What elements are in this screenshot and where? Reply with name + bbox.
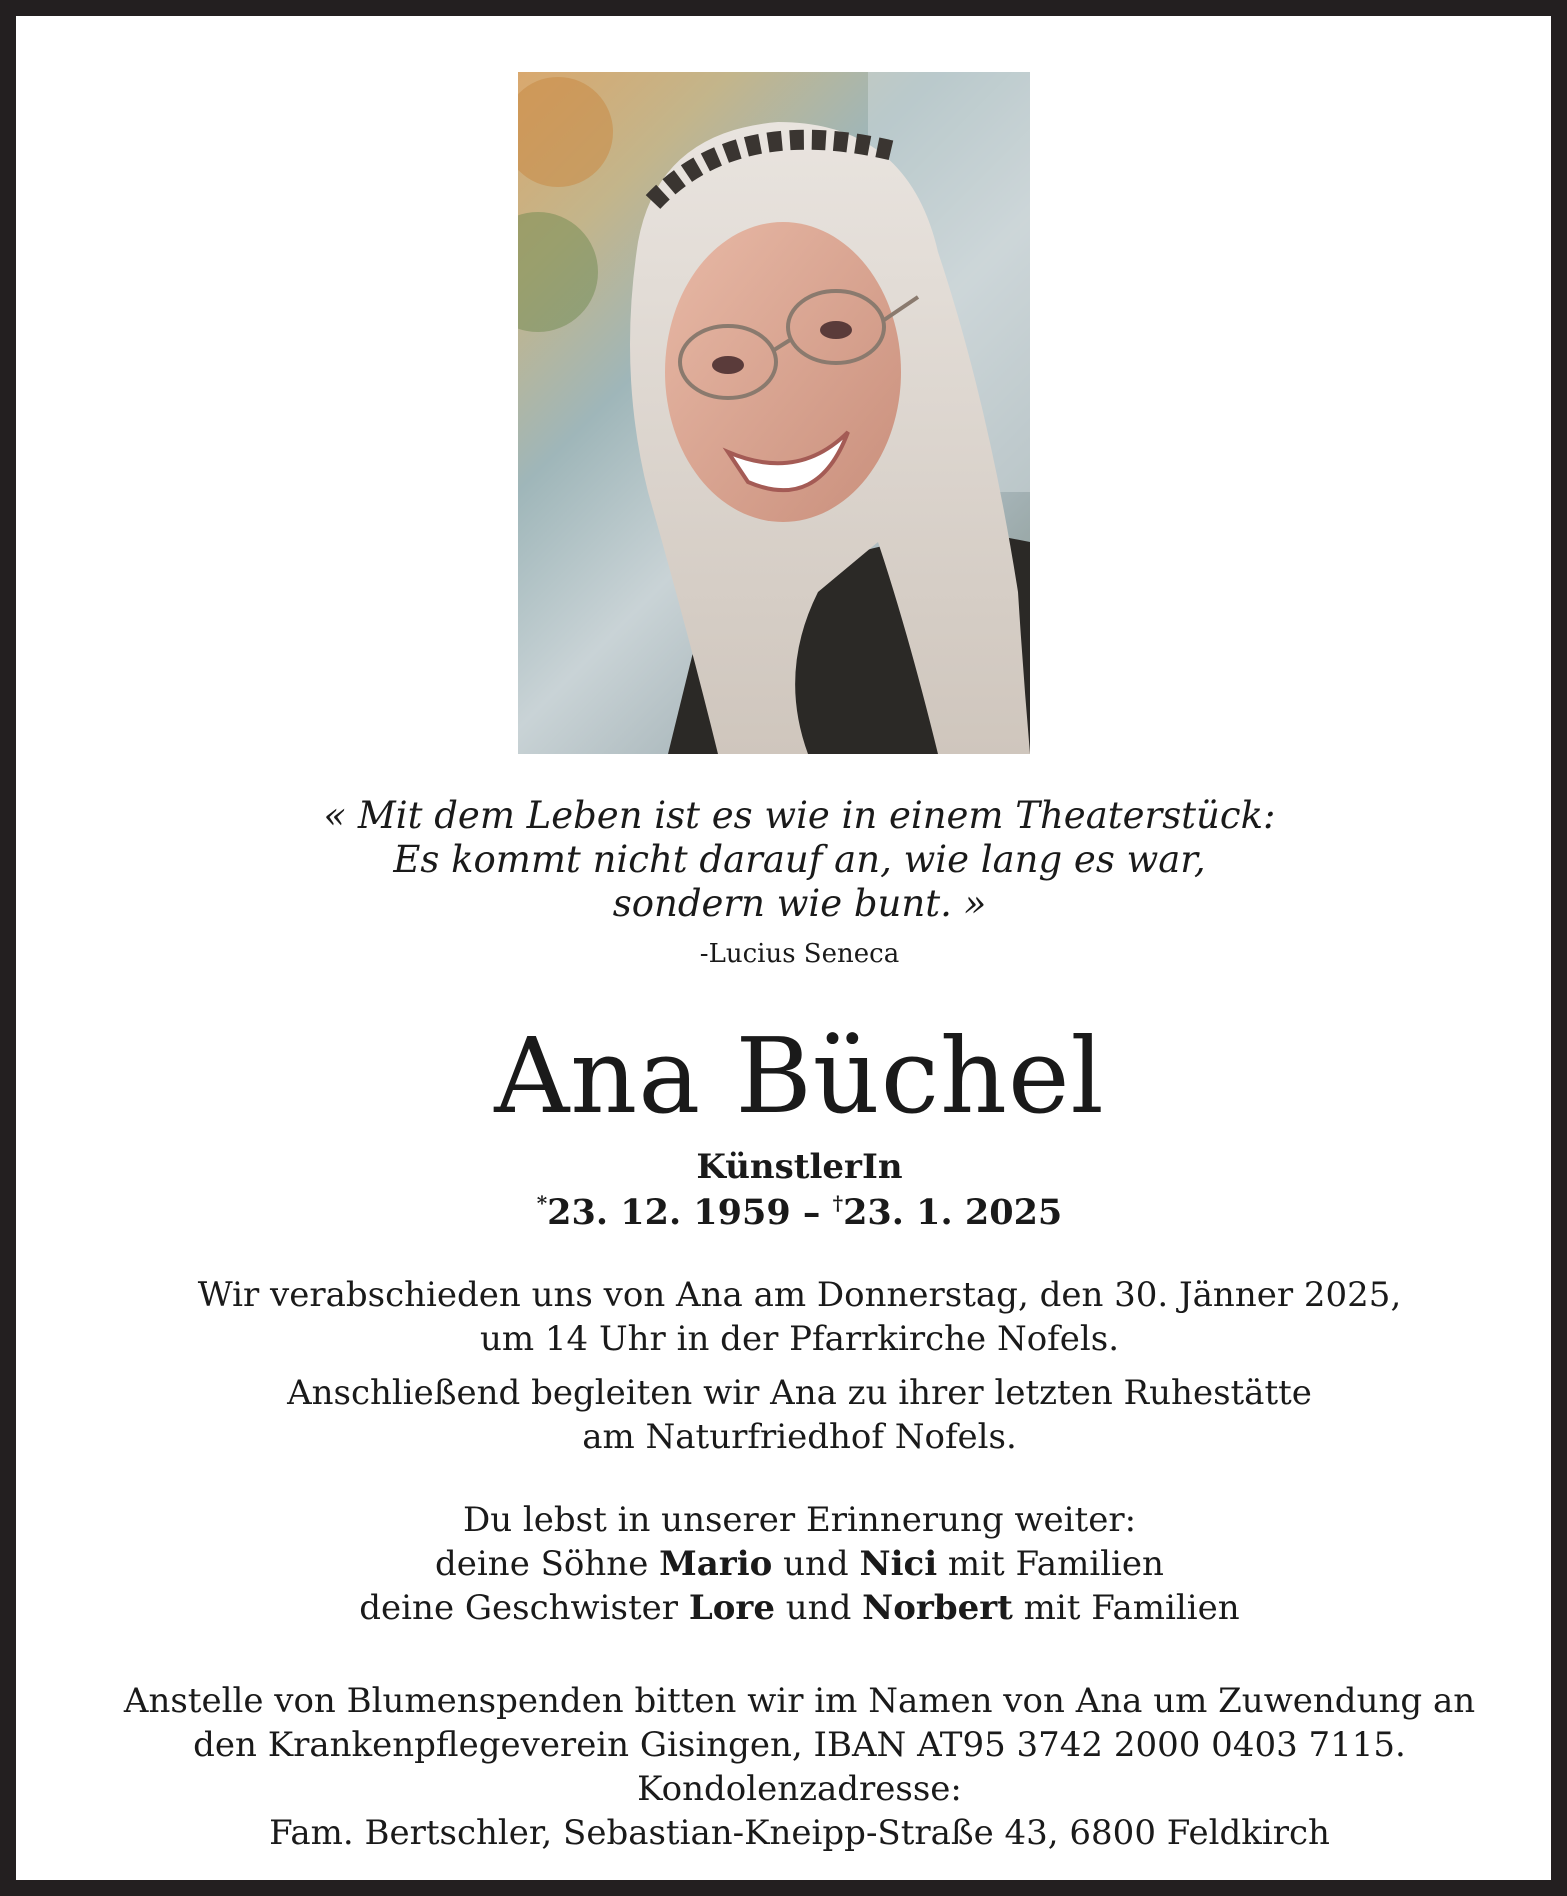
- mourners-intro: Du lebst in unserer Erinnerung weiter:: [462, 1500, 1137, 1540]
- funeral-line-3: Anschließend begleiten wir Ana zu ihrer letzten Ruhestätte: [287, 1373, 1312, 1413]
- sons-line: [16, 1542, 1567, 1586]
- donation-line-2: den Krankenpflegeverein Gisingen, IBAN AT95 3742 2000 0403 7115.: [193, 1725, 1406, 1765]
- condolence-address: Fam. Bertschler, Sebastian-Kneipp-Straße 43, 6800 Feldkirch: [269, 1813, 1330, 1853]
- deceased-name: Ana Büchel: [494, 1015, 1105, 1137]
- death-date: 23. 1. 2025: [843, 1192, 1063, 1233]
- quote: [16, 794, 1567, 926]
- birth-date: 23. 12. 1959: [547, 1192, 791, 1233]
- death-symbol: †: [832, 1191, 844, 1215]
- siblings-prefix: deine Geschwister: [359, 1588, 689, 1628]
- mourners-list: [16, 1498, 1567, 1630]
- sibling-name: Norbert: [862, 1588, 1013, 1628]
- life-dates: [16, 1191, 1567, 1233]
- sibling-name: Lore: [688, 1588, 775, 1628]
- sons-suffix: mit Familien: [937, 1544, 1164, 1584]
- siblings-suffix: mit Familien: [1012, 1588, 1240, 1628]
- quote-line-1: « Mit dem Leben ist es wie in einem Theaterstück:: [323, 794, 1276, 837]
- portrait-illustration: [518, 72, 1030, 754]
- funeral-line-1: Wir verabschieden uns von Ana am Donnerstag, den 30. Jänner 2025,: [197, 1275, 1402, 1315]
- quote-line-3: sondern wie bunt. »: [612, 882, 987, 925]
- son-name: Nici: [859, 1544, 938, 1584]
- birth-symbol: *: [536, 1191, 548, 1215]
- condolence-label: Kondolenzadresse:: [637, 1769, 962, 1809]
- conjunction: und: [772, 1544, 860, 1584]
- quote-line-2: Es kommt nicht darauf an, wie lang es war,: [393, 838, 1206, 881]
- funeral-service-text: [16, 1273, 1567, 1361]
- profession: KünstlerIn: [696, 1147, 903, 1187]
- portrait-photo: [518, 72, 1030, 754]
- son-name: Mario: [659, 1544, 773, 1584]
- conjunction: und: [774, 1588, 863, 1628]
- funeral-line-2: um 14 Uhr in der Pfarrkirche Nofels.: [479, 1319, 1120, 1359]
- funeral-line-4: am Naturfriedhof Nofels.: [582, 1417, 1017, 1457]
- donation-text: [16, 1679, 1567, 1855]
- sons-prefix: deine Söhne: [435, 1544, 660, 1584]
- date-separator: –: [790, 1192, 833, 1233]
- siblings-line: [16, 1586, 1567, 1630]
- burial-text: [16, 1371, 1567, 1459]
- donation-line-1: Anstelle von Blumenspenden bitten wir im Namen von Ana um Zuwendung an: [123, 1681, 1476, 1721]
- quote-author: -Lucius Seneca: [699, 939, 900, 969]
